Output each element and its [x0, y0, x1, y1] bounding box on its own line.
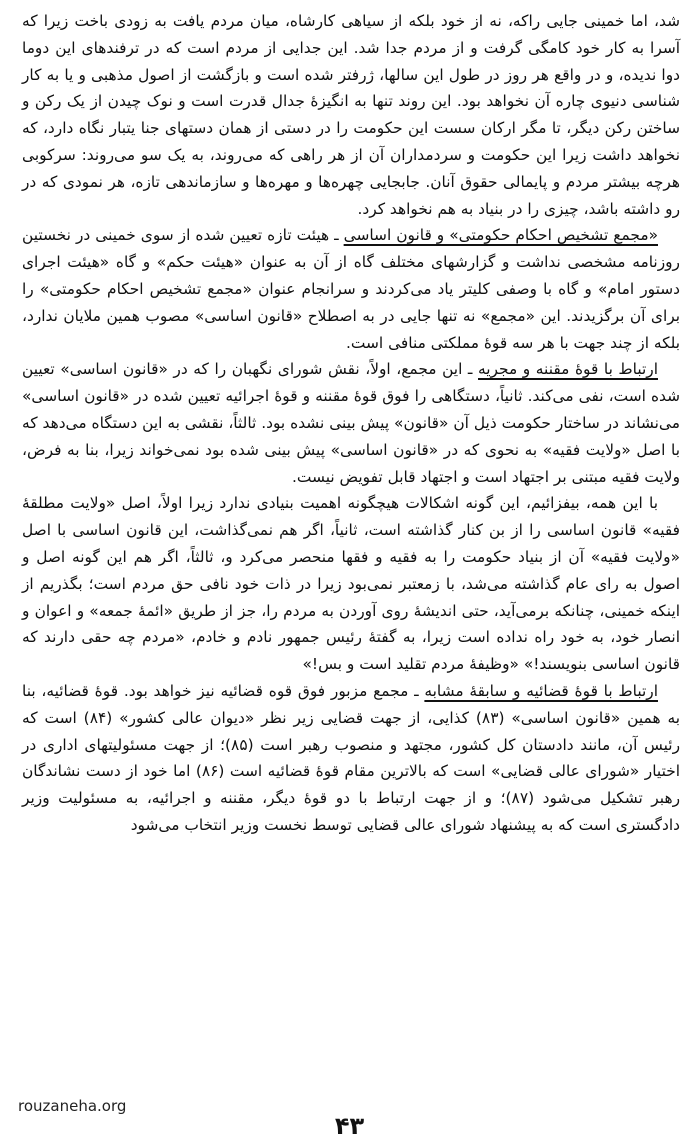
- site-watermark: rouzaneha.org: [18, 1097, 127, 1115]
- page-number: ۴۳: [334, 1112, 365, 1140]
- document-page: [22, 8, 680, 1018]
- paragraph-1: [22, 8, 680, 222]
- paragraph-2-text: ـ هیئت تازه تعیین شده از سوی خمینی در نخستین روزنامه مشخصی نداشت و گزارشهای مختلف گاه از آن به عنوان «هیئت حکم» و گاه «هیئت اجرای دستور امام» و گاه با وصفی کلیتر یاد می‌کردند و سرانجام عنوان «مجمع تشخیص احکام حکومتی» را برای آن برگزیدند. این «مجمع» نه تنها جایی در به اصطلاح «قانون اساسی» مصوب همین ملایان ندارد، بلکه از چند جهت با هر سه قوهٔ مملکتی منافی است.: [22, 226, 680, 352]
- section-heading-judiciary: ارتباط با قوهٔ قضائیه و سابقهٔ مشابه: [424, 681, 658, 700]
- section-heading-council: «مجمع تشخیص احکام حکومتی» و قانون اساسی: [343, 226, 658, 245]
- paragraph-4-text: با این همه، بیفزائیم، این گونه اشکالات هیچگونه اهمیت بنیادی ندارد زیرا اولاً، اصل «ولایت مطلقهٔ فقیه» قانون اساسی را از بن کنار گذاشته است، ثانیاً، اگر هم نمی‌گذاشت، این قانون اساسی با اصل «ولایت فقیه» آن از بنیاد حکومت را به فقیه و فقها منحصر می‌کرد و، ثالثاً، اگر هم این گونه اصل و اصول به رای عام گذاشته می‌شد، با زمعتبر نمی‌بود زیرا در ذات خود نافی حق مردم است؛ بگذریم از اینکه خمینی، چنانکه برمی‌آید، حتی اندیشهٔ روی آوردن به مردم را، جز از طریق «ائمهٔ جمعه» و اعوان و انصار خود، به خود راه نداده است زیرا، به گفتهٔ رئیس جمهور نادم و خادم، «مردم چه حقی دارند که قانون اساسی بنویسند!» «وظیفهٔ مردم تقلید است و بس!»: [22, 494, 680, 674]
- section-heading-legislative-executive: ارتباط با قوهٔ مقننه و مجریه: [478, 360, 658, 379]
- paragraph-5-text: ـ مجمع مزبور فوق قوه قضائیه نیز خواهد بود. قوهٔ قضائیه، بنا به همین «قانون اساسی» (۸۳) کذایی، از جهت قضایی زیر نظر «دیوان عالی کشور» (۸۴) است که رئیس آن، مانند دادستان کل کشور، مجتهد و منصوب رهبر است (۸۵)؛ از جهت مسئولیتهای اداری در اختیار «شورای عالی قضایی» است که بالاترین مقام قوهٔ قضائیه است (۸۶) اما خود از دست نشاندگان رهبر تشکیل می‌شود (۸۷)؛ و از جهت ارتباط با دو قوهٔ دیگر، مقننه و اجرائیه، به مسئولیت وزیر دادگستری است که به پیشنهاد شورای عالی قضایی توسط نخست وزیر انتخاب می‌شود: [22, 681, 680, 834]
- paragraph-5: [22, 678, 680, 839]
- paragraph-3: [22, 356, 680, 490]
- paragraph-1-text: شد، اما خمینی جایی راکه، نه از خود بلکه از سیاهی کارشاه، میان مردم یافت به زودی باخت زیرا که آسرا به کار خود کامگی گرفت و از مردم جدا شد. این جدایی از مردم است که در ترفندهای این دوما دوا ندیده، و در واقع هر روز در طول این سالها، ژرفتر شده است و بازگشت از اصول مذهبی و یا به کار شناسی دنیوی چاره آن نخواهد بود. این روند تنها به انگیزهٔ جدال قدرت است و نوک چیدن از یک رکن و ساختن رکن دیگر، تا مگر ارکان سست این حکومت را در دستی از همان دستهای جنا یتبار نگاه دارد، که نخواهد داشت زیرا این حکومت و سردمداران آن از هر راهی که می‌روند، به یک سو می‌روند: سرکوبی هرچه بیشتر مردم و پایمالی حقوق آنان. جابجایی چهره‌ها و مهره‌ها و سازماندهی تازه، هر نمودی که در رو داشته باشد، چیزی را در بنیاد به هم نخواهد کرد.: [22, 12, 680, 218]
- paragraph-2: [22, 222, 680, 356]
- paragraph-4: [22, 490, 680, 678]
- paragraph-3-text: ـ این مجمع، اولاً، نقش شورای نگهبان را که در «قانون اساسی» تعیین شده است، نفی می‌کند. ثانیاً، دستگاهی را فوق قوهٔ مقننه و قوهٔ اجرائیه تعیین شده در «قانون اساسی» می‌نشاند در ساختار حکومت ذیل آن «قانون» پیش بینی نشده بود. ثالثاً، نقشی به این دستگاه می‌دهد که با اصل «ولایت فقیه» به نحوی که در «قانون اساسی» پیش بینی شده بود نمی‌خواند زیرا، بنا به فرض، ولایت فقیه مبتنی بر اجتهاد است و اجتهاد قابل تفویض نیست.: [22, 360, 680, 486]
